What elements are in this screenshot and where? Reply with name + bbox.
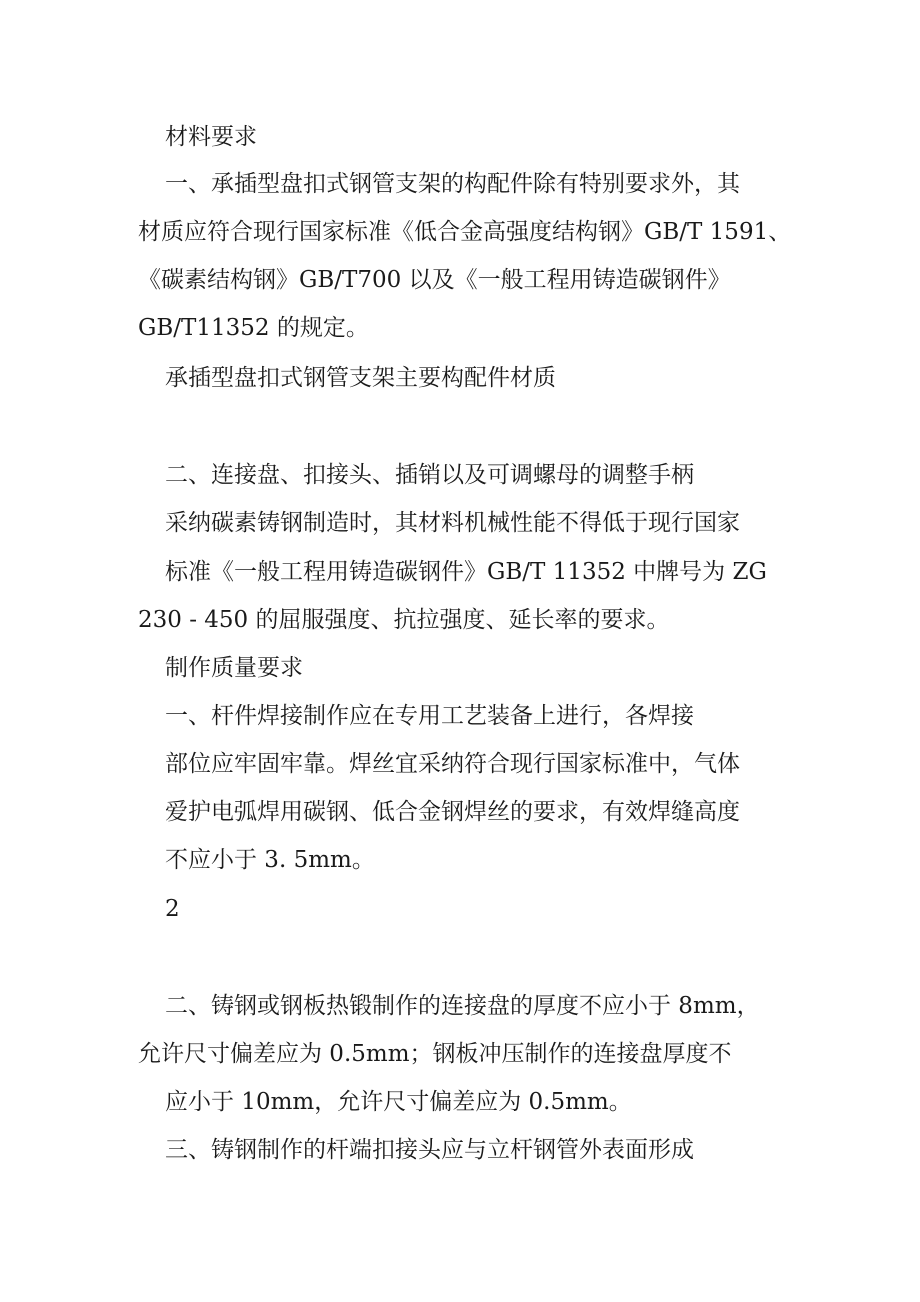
paragraph-line: 材质应符合现行国家标准《低合金高强度结构钢》GB/T 1591、: [138, 219, 792, 245]
paragraph-line: 应小于 10mm，允许尺寸偏差应为 0.5mm。: [165, 1089, 632, 1115]
paragraph-line: 一、承插型盘扣式钢管支架的构配件除有特别要求外，其: [165, 171, 740, 197]
paragraph-line: 标准《一般工程用铸造碳钢件》GB/T 11352 中牌号为 ZG: [165, 559, 767, 585]
paragraph-line: 采纳碳素铸钢制造时，其材料机械性能不得低于现行国家: [165, 510, 740, 536]
table-caption: 承插型盘扣式钢管支架主要构配件材质: [165, 365, 556, 391]
page-number: 2: [165, 896, 180, 922]
paragraph-line: 允许尺寸偏差应为 0.5mm；钢板冲压制作的连接盘厚度不: [138, 1041, 732, 1067]
paragraph-line: 部位应牢固牢靠。焊丝宜采纳符合现行国家标准中，气体: [165, 751, 740, 777]
paragraph-line: 230 - 450 的屈服强度、抗拉强度、延长率的要求。: [138, 607, 670, 633]
heading-production-quality: 制作质量要求: [165, 655, 303, 681]
paragraph-line: 《碳素结构钢》GB/T700 以及《一般工程用铸造碳钢件》: [138, 267, 731, 293]
paragraph-line: 一、杆件焊接制作应在专用工艺装备上进行，各焊接: [165, 703, 694, 729]
paragraph-line: 不应小于 3. 5mm。: [165, 847, 375, 873]
paragraph-line: GB/T11352 的规定。: [138, 315, 369, 341]
paragraph-line: 爱护电弧焊用碳钢、低合金钢焊丝的要求，有效焊缝高度: [165, 799, 740, 825]
heading-material-requirements: 材料要求: [165, 124, 257, 150]
paragraph-line: 二、铸钢或钢板热锻制作的连接盘的厚度不应小于 8mm，: [165, 993, 760, 1019]
paragraph-line: 三、铸钢制作的杆端扣接头应与立杆钢管外表面形成: [165, 1137, 694, 1163]
paragraph-line: 二、连接盘、扣接头、插销以及可调螺母的调整手柄: [165, 462, 694, 488]
